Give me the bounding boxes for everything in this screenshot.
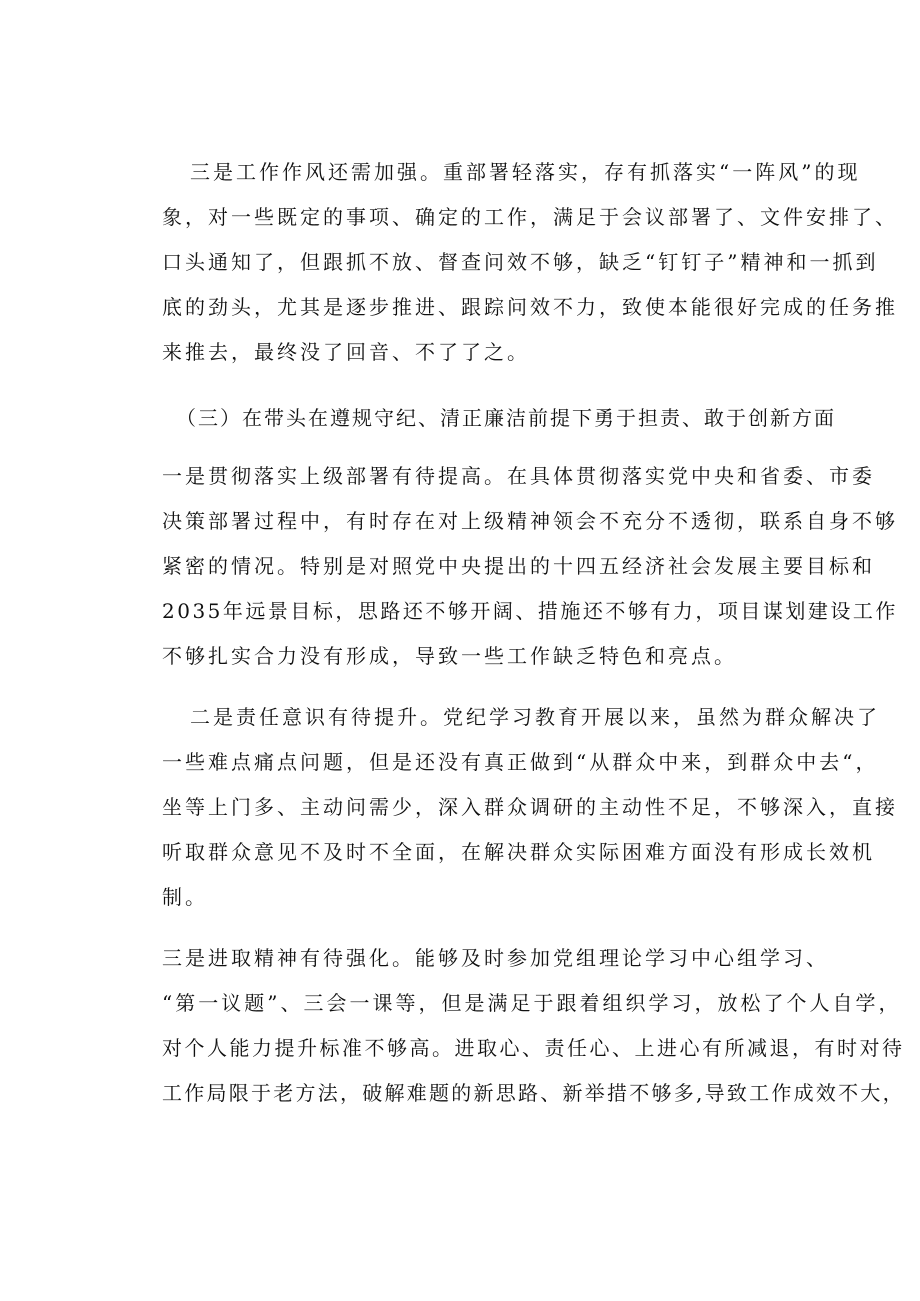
- text-line: 对个人能力提升标准不够高。进取心、责任心、上进心有所减退，有时对待: [162, 1036, 905, 1060]
- text-line: 坐等上门多、主动问需少，深入群众调研的主动性不足，不够深入，直接: [162, 795, 898, 819]
- text-line: 决策部署过程中，有时存在对上级精神领会不充分不透彻，联系自身不够: [162, 509, 898, 533]
- text-line: 二是责任意识有待提升。党纪学习教育开展以来，虽然为群众解决了: [190, 705, 880, 729]
- text-line: 一是贯彻落实上级部署有待提高。在具体贯彻落实党中央和省委、市委: [162, 464, 875, 488]
- text-line: 口头通知了，但跟抓不放、督查问效不够，缺乏“钉钉子”精神和一抓到: [162, 250, 879, 274]
- text-line: 象，对一些既定的事项、确定的工作，满足于会议部署了、文件安排了、: [162, 205, 898, 229]
- text-line: 三是工作作风还需加强。重部署轻落实，存有抓落实“一阵风”的现: [190, 160, 861, 184]
- text-line: 2035年远景目标，思路还不够开阔、措施还不够有力，项目谋划建设工作: [162, 599, 898, 623]
- text-line: 底的劲头，尤其是逐步推进、跟踪问效不力，致使本能很好完成的任务推: [162, 295, 898, 319]
- text-line: 工作局限于老方法，破解难题的新思路、新举措不够多,导致工作成效不大，: [162, 1081, 905, 1105]
- text-line: 不够扎实合力没有形成，导致一些工作缺乏特色和亮点。: [162, 644, 737, 668]
- text-line: 听取群众意见不及时不全面，在解决群众实际困难方面没有形成长效机: [162, 840, 875, 864]
- text-line: 来推去，最终没了回音、不了了之。: [162, 340, 530, 364]
- text-line: 紧密的情况。特别是对照党中央提出的十四五经济社会发展主要目标和: [162, 554, 875, 578]
- heading-line: （三）在带头在遵规守纪、清正廉洁前提下勇于担责、敢于创新方面: [176, 406, 836, 430]
- text-line: “第一议题”、三会一课等，但是满足于跟着组织学习，放松了个人自学，: [162, 991, 902, 1015]
- text-line: 制。: [162, 885, 208, 909]
- text-line: 一些难点痛点问题，但是还没有真正做到“从群众中来，到群众中去“，: [162, 750, 879, 774]
- text-line: 三是进取精神有待强化。能够及时参加党组理论学习中心组学习、: [162, 946, 829, 970]
